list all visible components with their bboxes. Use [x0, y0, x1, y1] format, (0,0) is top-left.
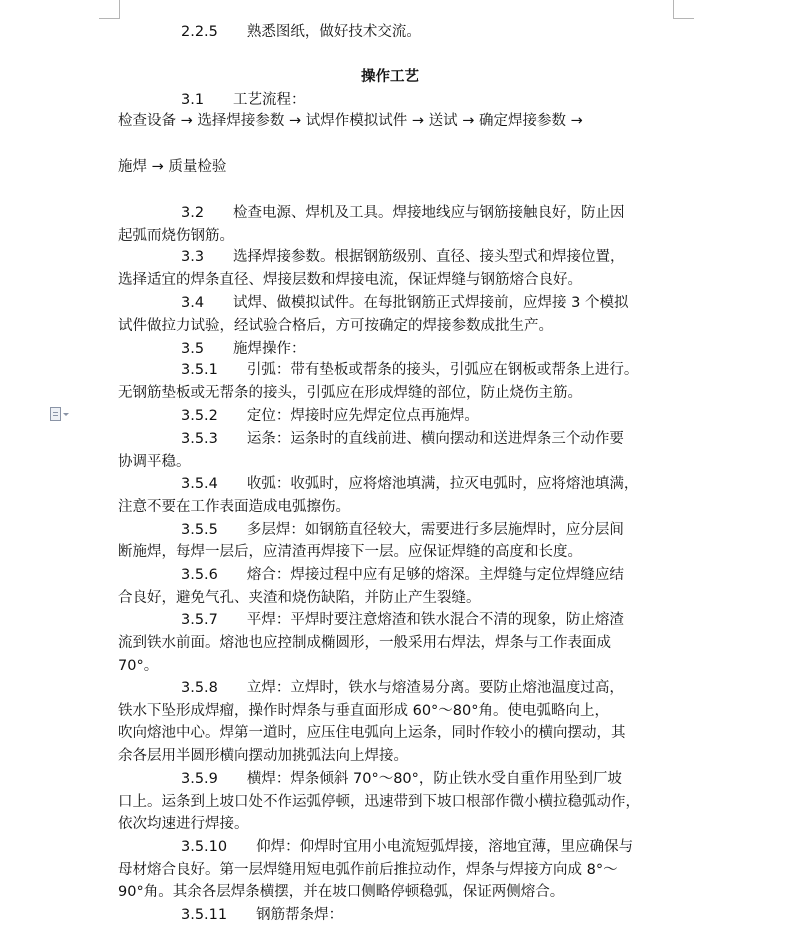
paragraph-line: 3.5.5 多层焊：如钢筋直径较大，需要进行多层施焊时，应分层间	[181, 522, 624, 538]
paragraph-line: 余各层用半圆形横向摆动加挑弧法向上焊接。	[118, 748, 408, 764]
paragraph-line: 母材熔合良好。第一层焊缝用短电弧作前后推拉动作，焊条与焊接方向成 8°～	[118, 862, 618, 878]
paragraph-line: 3.5.8 立焊：立焊时，铁水与熔渣易分离。要防止熔池温度过高，	[181, 680, 624, 696]
paragraph-line: 3.4 试焊、做模拟试件。在每批钢筋正式焊接前，应焊接 3 个模拟	[181, 295, 629, 311]
paragraph-line: 口上。运条到上坡口处不作运弧停顿，迅速带到下坡口根部作微小横拉稳弧动作，	[118, 794, 640, 810]
paragraph-line: 3.5.1 引弧：带有垫板或帮条的接头，引弧应在钢板或帮条上进行。	[181, 362, 639, 378]
paragraph-line: 试件做拉力试验，经试验合格后，方可按确定的焊接参数成批生产。	[118, 318, 553, 334]
paragraph-line: 3.5.3 运条：运条时的直线前进、横向摆动和送进焊条三个动作要	[181, 431, 624, 447]
margin-corner-top-left	[99, 0, 120, 19]
paragraph-line: 3.5.11 钢筋帮条焊：	[181, 907, 344, 923]
paragraph-line: 3.5.2 定位：焊接时应先焊定位点再施焊。	[181, 408, 479, 424]
paragraph-line: 3.5.7 平焊：平焊时要注意熔渣和铁水混合不清的现象，防止熔渣	[181, 612, 624, 628]
paragraph-line: 3.2 检查电源、焊机及工具。焊接地线应与钢筋接触良好，防止因	[181, 205, 625, 221]
section-title: 操作工艺	[361, 69, 419, 85]
paragraph-line: 合良好，避免气孔、夹渣和烧伤缺陷，并防止产生裂缝。	[118, 590, 481, 606]
paragraph-line: 90°角。其余各层焊条横摆，并在坡口侧略停顿稳弧，保证两侧熔合。	[118, 884, 565, 900]
paragraph-line: 3.1 工艺流程：	[181, 92, 306, 108]
paragraph-line: 3.5 施焊操作：	[181, 341, 306, 357]
document-outline-icon[interactable]	[50, 404, 78, 424]
paragraph-line: 3.5.10 仰焊：仰焊时宜用小电流短弧焊接，溶地宜薄，里应确保与	[181, 839, 634, 855]
paragraph-line: 注意不要在工作表面造成电弧擦伤。	[118, 499, 350, 515]
paragraph-line: 铁水下坠形成焊瘤，操作时焊条与垂直面形成 60°～80°角。使电弧略向上，	[118, 703, 610, 719]
paragraph-line: 3.5.9 横焊：焊条倾斜 70°～80°，防止铁水受自重作用坠到厂坡	[181, 771, 622, 787]
paragraph-line: 3.5.4 收弧：收弧时，应将熔池填满，拉灭电弧时，应将熔池填满，	[181, 476, 639, 492]
paragraph-line: 依次均速进行焊接。	[118, 816, 249, 832]
paragraph-line: 3.3 选择焊接参数。根据钢筋级别、直径、接头型式和焊接位置，	[181, 249, 625, 265]
paragraph-line: 起弧而烧伤钢筋。	[118, 228, 234, 244]
paragraph-line: 无钢筋垫板或无帮条的接头，引弧应在形成焊缝的部位，防止烧伤主筋。	[118, 385, 582, 401]
flow-line: 检查设备 → 选择焊接参数 → 试焊作模拟试件 → 送试 → 确定焊接参数 →	[118, 113, 583, 129]
paragraph-line: 吹向熔池中心。焊第一道时，应压住电弧向上运条，同时作较小的横向摆动，其	[118, 725, 626, 741]
document-icon	[50, 407, 61, 421]
flow-line: 施焊 → 质量检验	[118, 159, 227, 175]
paragraph-line: 3.5.6 熔合：焊接过程中应有足够的熔深。主焊缝与定位焊缝应结	[181, 567, 624, 583]
margin-corner-top-right	[673, 0, 694, 19]
paragraph-line: 协调平稳。	[118, 454, 191, 470]
paragraph-line: 2.2.5 熟悉图纸，做好技术交流。	[181, 24, 421, 40]
paragraph-line: 70°。	[118, 658, 159, 674]
paragraph-line: 断施焊，每焊一层后，应清渣再焊接下一层。应保证焊缝的高度和长度。	[118, 544, 582, 560]
paragraph-line: 流到铁水前面。熔池也应控制成椭圆形，一般采用右焊法，焊条与工作表面成	[118, 635, 611, 651]
chevron-down-icon	[63, 413, 69, 416]
paragraph-line: 选择适宜的焊条直径、焊接层数和焊接电流，保证焊缝与钢筋熔合良好。	[118, 272, 582, 288]
